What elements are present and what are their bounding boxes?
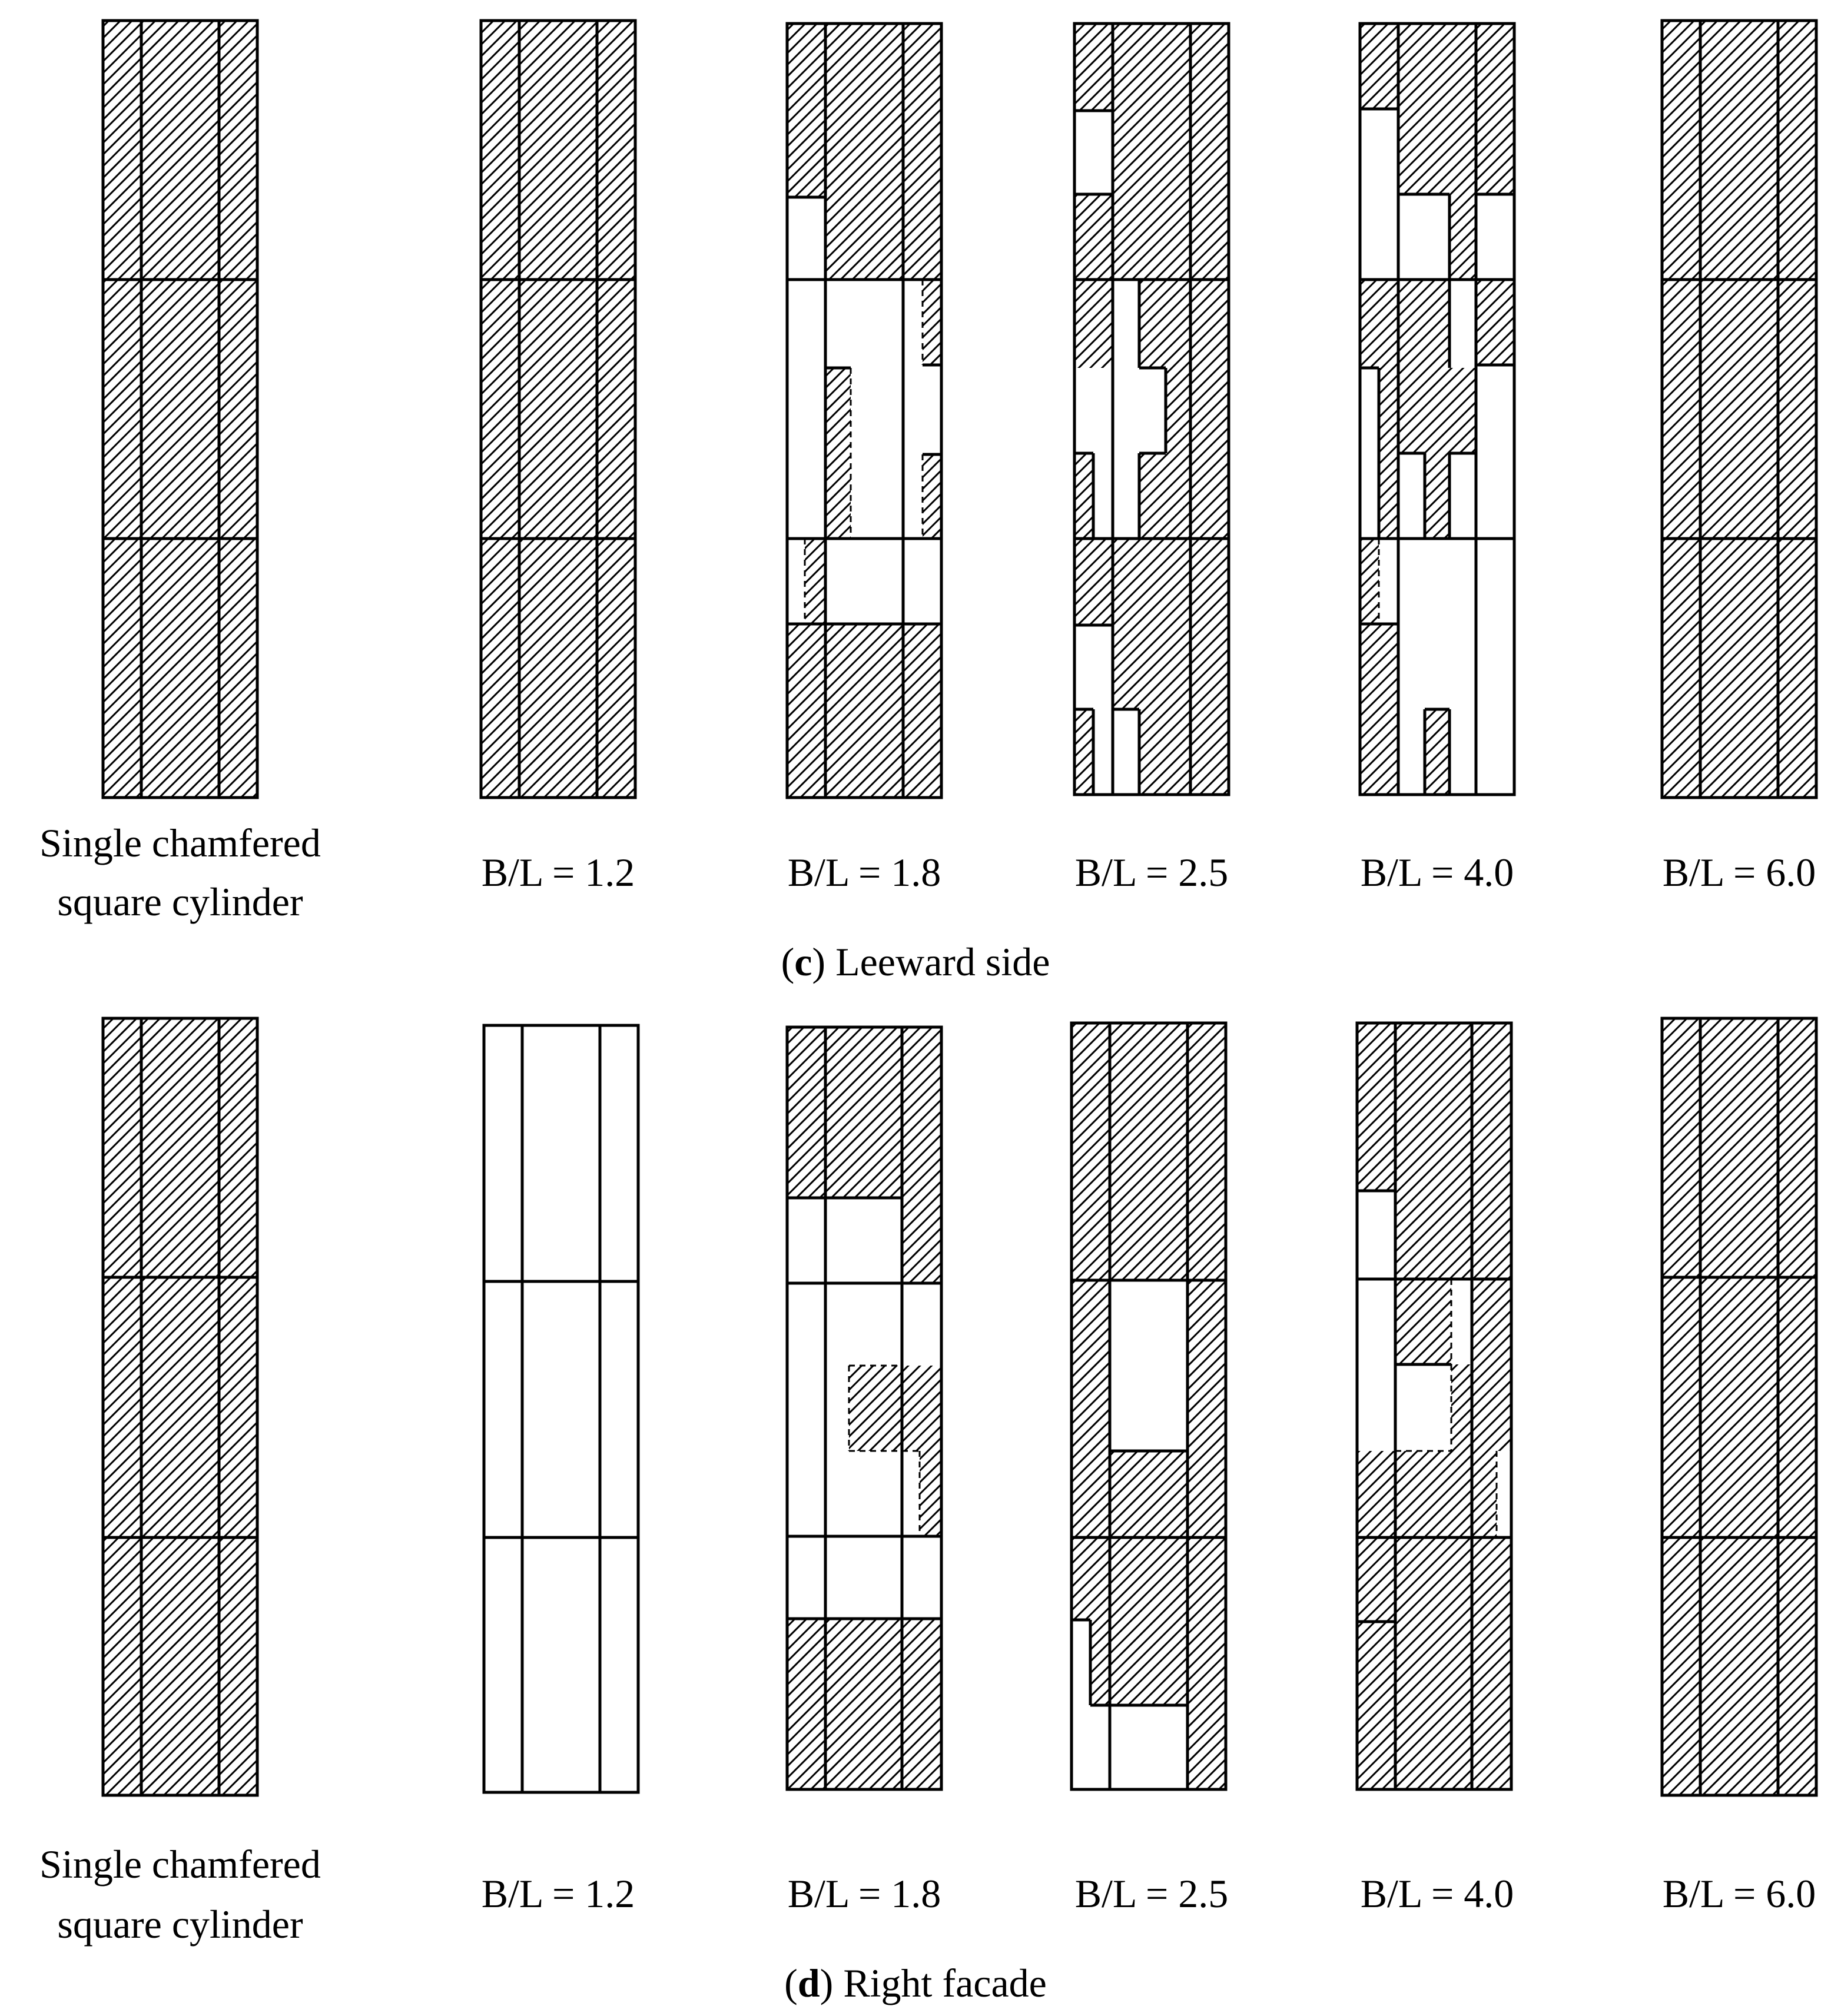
hatch-regions — [1074, 24, 1229, 795]
hatch-regions — [1072, 1023, 1226, 1789]
panel-d-letter: d — [797, 1961, 820, 2005]
panel-c-title: Leeward side — [835, 939, 1050, 984]
label-d-bl-6-0: B/L = 6.0 — [1662, 1871, 1816, 1916]
label-c-bl-4-0: B/L = 4.0 — [1360, 850, 1514, 895]
diagram-c-single-cylinder — [103, 21, 257, 798]
label-c-single-line2: square cylinder — [57, 879, 303, 924]
diagram-c-bl-6-0 — [1662, 21, 1816, 798]
label-c-bl-6-0: B/L = 6.0 — [1662, 850, 1816, 895]
hatch-regions — [787, 24, 941, 798]
label-d-single-line2: square cylinder — [57, 1902, 303, 1947]
label-d-bl-2-5: B/L = 2.5 — [1074, 1871, 1229, 1916]
panel-c-letter: c — [794, 939, 812, 984]
hatch-regions — [1360, 24, 1514, 795]
diagram-d-bl-1-8 — [787, 1027, 941, 1789]
panel-d-caption: (d) Right facade — [784, 1961, 1047, 2005]
hatch-region — [103, 1018, 257, 1795]
diagram-c-bl-2-5 — [1074, 24, 1229, 795]
diagram-d-single-cylinder — [103, 1018, 257, 1795]
hatch-region — [103, 21, 257, 798]
label-d-bl-1-2: B/L = 1.2 — [481, 1871, 635, 1916]
label-c-bl-1-2: B/L = 1.2 — [481, 850, 635, 895]
panel-c-caption: (c) Leeward side — [781, 939, 1050, 984]
label-c-bl-1-8: B/L = 1.8 — [787, 850, 941, 895]
panel-d-right-facade — [39, 1018, 1816, 2005]
hatch-region — [481, 21, 635, 798]
hatch-region — [1662, 1018, 1816, 1795]
diagram-c-bl-4-0 — [1360, 24, 1514, 795]
diagram-c-bl-1-8 — [787, 24, 941, 798]
grid-frame — [484, 1025, 638, 1792]
hatch-region — [1662, 21, 1816, 798]
label-d-bl-4-0: B/L = 4.0 — [1360, 1871, 1514, 1916]
label-c-bl-2-5: B/L = 2.5 — [1074, 850, 1229, 895]
diagram-c-bl-1-2 — [481, 21, 635, 798]
diagram-d-bl-6-0 — [1662, 1018, 1816, 1795]
diagram-d-bl-1-2 — [484, 1025, 638, 1792]
panel-d-title: Right facade — [843, 1961, 1047, 2005]
hatch-regions — [787, 1027, 941, 1789]
hatch-regions — [1357, 1023, 1511, 1789]
label-d-single-line1: Single chamfered — [39, 1842, 321, 1887]
diagram-d-bl-2-5 — [1072, 1023, 1226, 1789]
label-d-bl-1-8: B/L = 1.8 — [787, 1871, 941, 1916]
label-c-single-line1: Single chamfered — [39, 821, 321, 865]
diagram-d-bl-4-0 — [1357, 1023, 1511, 1789]
panel-c-leeward — [39, 21, 1816, 984]
